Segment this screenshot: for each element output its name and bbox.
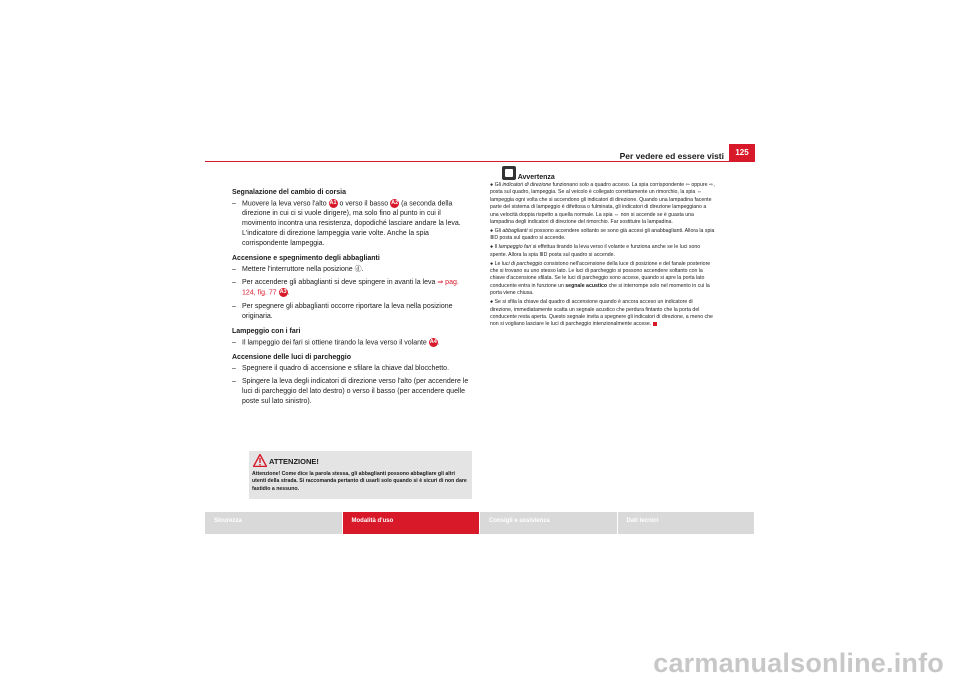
cross-reference-link[interactable]: ⇒ pag. 124, fig. 77 xyxy=(242,279,459,297)
step-text: Spingere la leva degli indicatori di direzione verso l'alto (per accendere le luci di parcheggio del lato destro) o verso il basso (per accendere quelle poste sul lato sinistro). xyxy=(242,378,469,406)
left-column xyxy=(232,188,472,410)
bullet: ● xyxy=(490,244,494,251)
step-text: Mettere l'interruttore nella posizione xyxy=(242,266,353,274)
dash: – xyxy=(232,338,236,346)
note-item xyxy=(490,299,715,329)
bullet: ● xyxy=(490,260,494,267)
note-text: Gli xyxy=(494,227,501,234)
note-text: Se si sfila la chiave dal quadro di accensione quando è ancora acceso un indicatore di direzione, immediatamente scatta un segnale acustico che perdura fintanto che la porta del conducente resta aperta. Questo segnale invita a spegnere gli indicatori di direzione, a meno che non si vogliano lasciare le luci di parcheggio intenzionalmente accese. xyxy=(490,299,713,328)
note-text: Le xyxy=(494,260,501,267)
step-text: Muovere la leva verso l'alto xyxy=(242,200,327,208)
step-text: o verso il basso xyxy=(339,200,389,208)
high-beam-icon: ≣D xyxy=(539,251,548,258)
step-parking-1 xyxy=(232,364,472,374)
note-text: si effettua tirando la leva verso il volante e funziona anche se le luci sono spente. Allora la spia xyxy=(490,244,701,258)
note-strong: segnale acustico xyxy=(565,282,608,289)
dash: – xyxy=(232,266,236,274)
trailer-icon: ⇔ xyxy=(614,211,620,218)
dash: – xyxy=(232,302,236,310)
trailer-icon: ⇔ xyxy=(696,189,702,196)
footer-tab-sicurezza[interactable]: Sicurezza xyxy=(205,512,343,534)
light-switch-icon: ⓓ xyxy=(354,266,362,274)
note-item xyxy=(490,261,715,298)
note-title: Avvertenza xyxy=(517,173,555,181)
note-text: Il xyxy=(494,244,498,251)
section-title-lane-change: Segnalazione del cambio di corsia xyxy=(232,189,346,196)
dash: – xyxy=(232,378,236,386)
callout-a1: A1 xyxy=(329,200,337,206)
note-item xyxy=(490,182,715,226)
bullet: ● xyxy=(490,299,494,306)
warning-title: ATTENZIONE! xyxy=(269,457,319,466)
callout-a3: A3 xyxy=(279,289,287,296)
note-emphasis: abbaglianti xyxy=(502,227,528,234)
step-high-beam-on: – Per accendere gli abbaglianti si deve spingere in avanti la leva ⇒ pag. 124, fig. 77 A3. xyxy=(232,279,459,297)
page-header-title: Per vedere ed essere visti xyxy=(619,151,724,161)
note-text: , posta sul quadro, lampeggia. Se al veicolo è collegato correttamente un rimorchio, la spia xyxy=(490,182,715,196)
footer-tab-consigli[interactable]: Consigli e assistenza xyxy=(480,512,618,534)
note-text: posta sul quadro si accende. xyxy=(499,235,566,242)
step-switch-position: – Mettere l'interruttore nella posizione ⓓ. xyxy=(232,266,364,274)
note-text: oppure xyxy=(691,182,708,188)
note-text: che si interrompe solo nel momento in cui la porta viene chiusa. xyxy=(490,282,710,297)
note-column xyxy=(490,166,715,330)
turn-left-icon: ⇦ xyxy=(685,182,690,188)
section-end-marker xyxy=(653,322,657,326)
dash: – xyxy=(232,365,236,373)
footer-tab-dati-tecnici[interactable]: Dati tecnici xyxy=(618,512,756,534)
warning-triangle-icon xyxy=(253,454,267,467)
step-lane-change xyxy=(232,199,472,249)
header-rule xyxy=(205,161,755,162)
step-text: (a seconda della direzione in cui ci si vuole dirigere), ma solo fino al punto in cui il movimento incontra una resistenza, dopodiché lasciare andare la leva. L'indicatore di direzione lampeggia varie volte. Anche la spia corrispondente lampeggia. xyxy=(242,200,461,248)
turn-right-icon: ⇨ xyxy=(708,182,714,188)
page-number: 125 xyxy=(729,144,755,161)
step-text: Il lampeggio dei fari si ottiene tirando la leva verso il volante xyxy=(242,339,427,347)
footer-nav xyxy=(205,512,755,534)
note-text: consistono nell'accensione della luce di posizione e del fanale posteriore che si trovano su uno stesso lato. Le luci di parcheggio si possono accendere soltanto con la chiave d'accensione sfilata. Se le luci di parcheggio sono accese, quando si apre la porta lato conducente entra in funzione un xyxy=(490,260,711,289)
step-text: Per spegnere gli abbaglianti occorre riportare la leva nella posizione originaria. xyxy=(242,302,453,320)
callout-a4: A4 xyxy=(429,338,437,345)
note-emphasis: indicatori di direzione xyxy=(502,182,552,188)
note-item xyxy=(490,244,715,259)
note-icon xyxy=(502,166,516,180)
step-flash: – Il lampeggio dei fari si ottiene tirando la leva verso il volante A4. xyxy=(232,338,440,347)
note-item xyxy=(490,228,715,243)
step-high-beam-off xyxy=(232,302,472,322)
section-title-high-beam: Accensione e spegnimento degli abbaglianti xyxy=(232,255,380,263)
note-text: si possono accendere soltanto se sono già accesi gli anabbaglianti. Allora la spia xyxy=(528,227,715,234)
warning-box xyxy=(249,451,472,499)
note-emphasis: luci di parcheggio xyxy=(501,260,543,267)
note-text: lampeggia ogni volta che si accendono gli indicatori di direzione. Quando una lampadina facente parte del sistema di lampeggio è difettosa o fulminata, gli indicatori di direzione lampeggiano a una velocità doppia rispetto a quella normale. La spia xyxy=(490,196,712,218)
high-beam-icon: ≣D xyxy=(490,235,499,242)
note-text: funzionano solo a quadro acceso. La spia corrispondente xyxy=(552,182,685,188)
dash: – xyxy=(232,279,236,287)
bullet: ● xyxy=(490,182,494,188)
note-text: posta sul quadro si accende. xyxy=(548,251,615,258)
footer-tab-modalita-uso[interactable]: Modalità d'uso xyxy=(343,512,481,534)
step-text: Spegnere il quadro di accensione e sfilare la chiave dal blocchetto. xyxy=(242,365,450,373)
section-title-flash: Lampeggio con i fari xyxy=(232,327,301,335)
note-text: Gli xyxy=(494,182,501,188)
watermark: carmanualsonline.info xyxy=(653,648,944,678)
section-title-parking-lights: Accensione delle luci di parcheggio xyxy=(232,354,352,362)
note-emphasis: lampeggio fari xyxy=(498,244,532,251)
step-text: Per accendere gli abbaglianti si deve spingere in avanti la leva xyxy=(242,279,436,287)
dash: – xyxy=(232,200,236,207)
callout-a2: A2 xyxy=(391,200,399,206)
warning-text: Attenzione! Come dice la parola stessa, gli abbaglianti possono abbagliare gli altri utenti della strada. Si raccomanda pertanto di usarli solo quando si è sicuri di non dare fastidio a nessuno. xyxy=(252,471,467,492)
bullet: ● xyxy=(490,227,494,234)
note-heading xyxy=(502,166,715,180)
step-parking-2 xyxy=(232,377,472,407)
note-text: non si accende se è guasta una lampadina degli indicatori di direzione del rimorchio. Far sostituire la lampadina. xyxy=(490,211,694,226)
